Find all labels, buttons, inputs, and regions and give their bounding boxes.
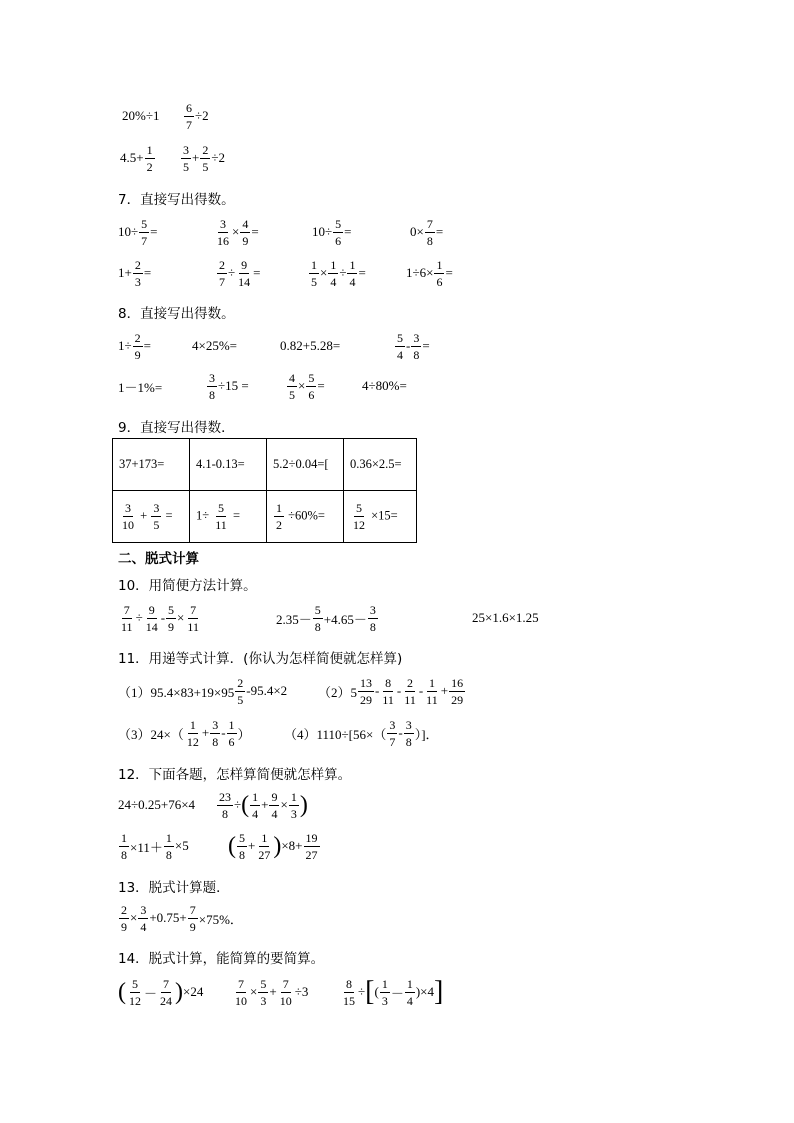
q8-title: 8．直接写出得数。 <box>118 306 235 322</box>
q12-expr-4: ( $\frac{5}{8}$ + $\frac{1}{27}$ ) ×8+ $\frac{19}{27}$ <box>228 830 318 862</box>
q9-cell-1: 37+173= <box>113 439 190 491</box>
q14-expr-3: $\frac{8}{15}$ ÷ [ ( $\frac{1}{3}$ － $\frac{1}{4}$ )×4 ] <box>343 976 444 1008</box>
q9-cell-2: 4.1-0.13= <box>190 439 267 491</box>
q8-expr-1: 1÷ $\frac{2}{9}$ = <box>118 330 151 362</box>
q14-expr-2: $\frac{7}{10}$ × $\frac{5}{3}$ + $\frac{7}{10}$ ÷3 <box>235 976 309 1008</box>
q9-cell-4: 0.36×2.5= <box>344 439 417 491</box>
q8-expr-3: 0.82+5.28= <box>280 338 341 353</box>
expr-4-5-plus-half: 4.5+ $\frac{1}{2}$ <box>120 142 153 174</box>
q9-cell-6: 1÷ $\frac{5}{11}$ = <box>190 491 267 543</box>
q9-cell-3: 5.2÷0.04=[ <box>267 439 344 491</box>
q7-row1 <box>0 212 794 252</box>
q7-expr-1: 10÷ $\frac{5}{7}$ = <box>118 216 158 248</box>
q10-expr-2: 2.35－ $\frac{5}{8}$ +4.65－ $\frac{3}{8}$ <box>276 602 376 634</box>
q8-expr-2: 4×25%= <box>192 338 237 353</box>
fraction: $\frac{3}{5}$ <box>183 142 189 174</box>
q14-row <box>0 972 794 1012</box>
q7-expr-5: 1+ $\frac{2}{3}$ = <box>118 257 152 289</box>
q8-row2 <box>0 366 794 406</box>
q9-table <box>112 438 417 543</box>
q9-cell-7: $\frac{1}{2}$ ÷60%= <box>267 491 344 543</box>
q12-row2 <box>0 826 794 866</box>
q11-part-3: （3）24×（ $\frac{1}{12}$ + $\frac{3}{8}$ - $\frac{1}{6}$ ） <box>118 717 251 749</box>
q12-expr-3: $\frac{1}{8}$ ×11＋ $\frac{1}{8}$ ×5 <box>121 830 189 862</box>
q8-expr-7: $\frac{4}{5}$ × $\frac{5}{6}$ = <box>289 370 325 402</box>
q11-row1 <box>0 671 794 711</box>
q9-title: 9．直接写出得数． <box>118 420 235 436</box>
q7-expr-2: $\frac{3}{16}$ × $\frac{4}{9}$ = <box>217 216 259 248</box>
expr-6-7-div-2: $\frac{6}{7}$ ÷2 <box>186 100 209 132</box>
fraction: $\frac{1}{2}$ <box>146 142 153 174</box>
q13-row <box>0 898 794 938</box>
q7-expr-7: $\frac{1}{5}$ × $\frac{1}{4}$ ÷ $\frac{1}{4}$ = <box>311 257 366 289</box>
q7-row2 <box>0 253 794 293</box>
q11-row2 <box>0 713 794 753</box>
fraction: $\frac{6}{7}$ <box>186 100 192 132</box>
q7-title: 7．直接写出得数。 <box>118 192 235 208</box>
q13-expr: $\frac{2}{9}$ × $\frac{3}{4}$ +0.75+ $\frac{7}{9}$ ×75%． <box>121 902 243 934</box>
expr-3-5-plus-2-5-div-2: $\frac{3}{5}$ + $\frac{2}{5}$ ÷2 <box>183 142 225 174</box>
q12-row1 <box>0 785 794 825</box>
q12-title: 12．下面各题，怎样算简便就怎样算。 <box>118 767 352 783</box>
q10-expr-3: 25×1.6×1.25 <box>472 610 539 625</box>
row-a <box>0 96 794 136</box>
q11-title: 11．用递等式计算．(你认为怎样简便就怎样算) <box>118 651 403 667</box>
q12-expr-2: $\frac{23}{8}$ ÷ ( $\frac{1}{4}$ + $\frac{9}{4}$ × $\frac{1}{3}$ ) <box>219 789 308 821</box>
q8-expr-8: 4÷80%= <box>362 378 407 393</box>
q8-expr-5: 1－1%= <box>118 379 163 395</box>
q9-cell-5: $\frac{3}{10}$ + $\frac{3}{5}$ = <box>113 491 190 543</box>
q8-expr-6: $\frac{3}{8}$ ÷15 = <box>209 370 249 402</box>
q10-row <box>0 598 794 638</box>
q12-expr-1: 24÷0.25+76×4 <box>118 797 196 812</box>
q7-expr-4: 0× $\frac{7}{8}$ = <box>410 216 444 248</box>
q7-expr-3: 10÷ $\frac{5}{6}$ = <box>312 216 352 248</box>
q14-title: 14．脱式计算，能简算的要简算。 <box>118 951 325 967</box>
q11-part-1: （1）95.4×83+19×95 $\frac{2}{5}$ -95.4×2 <box>118 675 288 707</box>
q13-title: 13．脱式计算题． <box>118 880 230 896</box>
fraction: $\frac{2}{5}$ <box>202 142 209 174</box>
q10-title: 10．用简便方法计算。 <box>118 578 257 594</box>
expr-20pct: 20%÷1 <box>122 108 160 123</box>
q9-cell-8: $\frac{5}{12}$ ×15= <box>344 491 417 543</box>
section-2-title: 二、脱式计算 <box>118 551 199 567</box>
q14-expr-1: ( $\frac{5}{12}$ － $\frac{7}{24}$ ) ×24 <box>118 976 204 1008</box>
q7-expr-6: $\frac{2}{7}$ ÷ $\frac{9}{14}$ = <box>219 257 261 289</box>
q7-expr-8: 1÷6× $\frac{1}{6}$ = <box>406 257 453 289</box>
q11-part-2: （2）5 $\frac{13}{29}$ - $\frac{8}{11}$ - $\frac{2}{11}$ - $\frac{1}{11}$ + $\frac{16}{29}$ <box>318 675 464 707</box>
q10-expr-1: $\frac{7}{11}$ ÷ $\frac{9}{14}$ - $\frac{5}{9}$ × $\frac{7}{11}$ <box>121 602 199 634</box>
row-b <box>0 138 794 178</box>
q11-part-4: （4）1110÷[56×（ $\frac{3}{7}$ - $\frac{3}{8}$ ）]． <box>284 717 439 749</box>
q8-expr-4: $\frac{5}{4}$ - $\frac{3}{8}$ = <box>397 330 430 362</box>
q8-row1 <box>0 326 794 366</box>
